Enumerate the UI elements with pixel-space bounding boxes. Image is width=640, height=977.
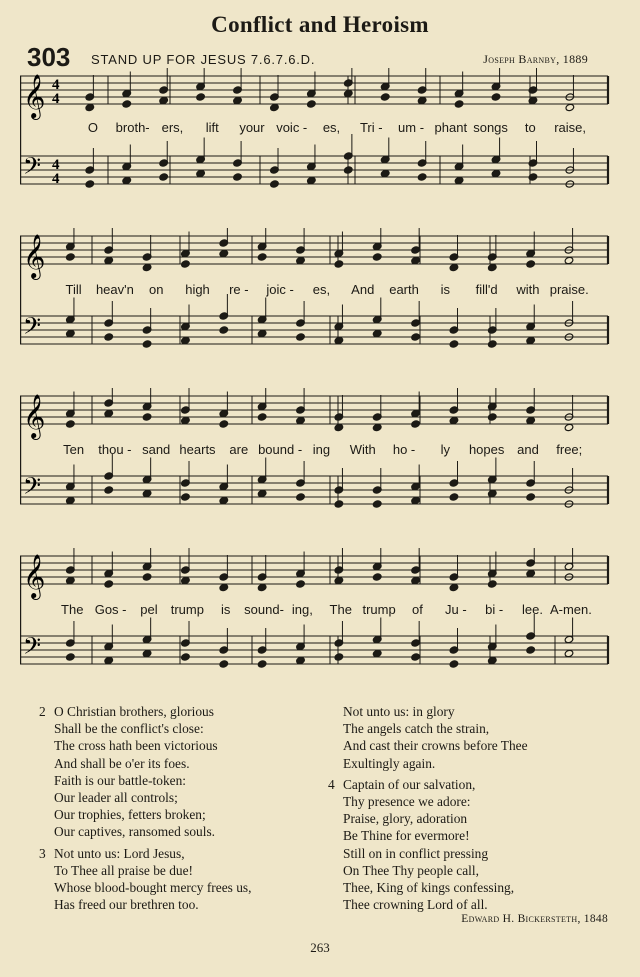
lyric-syllable: thou - xyxy=(98,442,132,457)
note-head xyxy=(219,496,229,504)
note-head xyxy=(142,649,152,657)
note-head xyxy=(372,573,382,581)
note-head xyxy=(233,96,243,104)
note-head xyxy=(334,576,344,584)
verses-right-column xyxy=(328,703,618,917)
note-head xyxy=(526,336,536,344)
note-head xyxy=(372,329,382,337)
note-head xyxy=(449,583,459,591)
verse-line-text: Faith is our battle-token: xyxy=(54,772,187,788)
music-system-2 xyxy=(20,228,612,378)
lyric-syllable: sound- xyxy=(244,602,284,617)
lyric-syllable: um - xyxy=(398,120,425,135)
time-signature: 4 xyxy=(52,77,60,93)
lyric-syllable: with xyxy=(516,282,540,297)
note-head xyxy=(219,660,229,668)
note-head xyxy=(296,416,306,424)
bass-clef-icon: 𝄢 xyxy=(23,472,42,505)
lyric-syllable: high xyxy=(185,282,210,297)
note-head xyxy=(411,576,421,584)
verse-line-text: Still on in conflict pressing xyxy=(343,845,489,861)
verse-line xyxy=(39,896,309,913)
note-head xyxy=(334,336,344,344)
verse-number: 3 xyxy=(39,845,46,861)
note-head xyxy=(411,333,421,341)
note-head xyxy=(181,260,191,268)
note-head xyxy=(372,500,382,508)
verse-line-text: Praise, glory, adoration xyxy=(343,811,468,827)
verse-3 xyxy=(39,845,309,914)
note-head xyxy=(372,649,382,657)
note-head xyxy=(526,493,536,501)
verse-line xyxy=(328,896,618,913)
music-system-1 xyxy=(20,68,612,218)
composer-credit: Joseph Barnby, 1889 xyxy=(483,52,588,66)
verse-line xyxy=(328,810,618,827)
note-head xyxy=(142,340,152,348)
note-head xyxy=(491,93,501,101)
note-head xyxy=(454,176,464,184)
time-signature: 4 xyxy=(52,91,60,107)
verse-line xyxy=(39,806,309,823)
note-head xyxy=(380,169,390,177)
note-head xyxy=(257,489,267,497)
note-head xyxy=(449,416,459,424)
note-head xyxy=(334,423,344,431)
lyric-syllable: raise, xyxy=(554,120,587,135)
lyric-line xyxy=(20,120,612,138)
note-head xyxy=(491,169,501,177)
note-head xyxy=(122,100,132,108)
note-head xyxy=(487,656,497,664)
note-head xyxy=(104,409,114,417)
lyric-syllable: lift xyxy=(205,120,219,135)
note-head xyxy=(564,423,574,431)
verse-line-text: Thee, King of kings confessing, xyxy=(343,879,515,895)
verse-line-text: Thee crowning Lord of all. xyxy=(343,897,488,913)
verse-line-text: O Christian brothers, glorious xyxy=(54,704,214,719)
verse-line xyxy=(39,703,309,720)
note-head xyxy=(181,653,191,661)
page-number: 263 xyxy=(310,940,330,955)
note-head xyxy=(219,420,229,428)
lyric-syllable: lee. xyxy=(522,602,544,617)
note-head xyxy=(411,496,421,504)
lyric-syllable: ers, xyxy=(161,120,184,135)
note-head xyxy=(411,256,421,264)
note-head xyxy=(449,660,459,668)
note-head xyxy=(334,260,344,268)
lyric-syllable: Ju - xyxy=(444,602,467,617)
verse-line-text: And cast their crowns before Thee xyxy=(343,738,528,754)
verse-line xyxy=(328,862,618,879)
verse-number: 4 xyxy=(328,776,335,792)
note-head xyxy=(296,333,306,341)
lyric-syllable: is xyxy=(220,602,231,617)
note-head xyxy=(380,93,390,101)
note-head xyxy=(372,253,382,261)
note-head xyxy=(270,103,280,111)
lyric-syllable: praise. xyxy=(549,282,589,297)
note-head xyxy=(565,103,575,111)
note-head xyxy=(104,256,114,264)
tune-name: STAND UP FOR JESUS 7.6.7.6.D. xyxy=(91,52,316,67)
note-head xyxy=(104,486,114,494)
verse-line xyxy=(39,823,309,840)
note-head xyxy=(343,166,353,174)
note-head xyxy=(122,176,132,184)
verse-line-text: Shall be the conflict's close: xyxy=(54,721,204,737)
verse-line-text: The cross hath been victorious xyxy=(54,738,218,754)
lyric-syllable: The xyxy=(329,602,352,617)
lyric-syllable: Tri - xyxy=(359,120,383,135)
note-head xyxy=(104,333,114,341)
lyric-syllable: ing, xyxy=(291,602,313,617)
lyric-syllable: ly xyxy=(440,442,451,457)
verse-line xyxy=(328,776,618,793)
note-head xyxy=(564,256,574,264)
lyric-syllable: hearts xyxy=(179,442,216,457)
note-head xyxy=(257,253,267,261)
verse-line xyxy=(328,827,618,844)
note-head xyxy=(417,96,427,104)
note-head xyxy=(181,416,191,424)
verse-line-text: Our captives, ransomed souls. xyxy=(54,824,216,840)
verse-line-text: The angels catch the strain, xyxy=(343,721,490,737)
verse-line-text: Thy presence we adore: xyxy=(343,793,471,809)
lyric-syllable: to xyxy=(524,120,536,135)
note-head xyxy=(257,583,267,591)
verse-line-text: To Thee all praise be due! xyxy=(54,862,193,878)
note-head xyxy=(159,96,169,104)
treble-clef-icon: 𝄞 xyxy=(23,554,46,598)
treble-clef-icon: 𝄞 xyxy=(23,74,46,118)
time-signature: 4 xyxy=(52,157,60,173)
verse-line xyxy=(39,755,309,772)
lyric-syllable: Till xyxy=(65,282,82,297)
lyric-syllable: ing xyxy=(312,442,331,457)
note-head xyxy=(411,420,421,428)
lyric-syllable: of xyxy=(412,602,423,617)
lyric-syllable: free; xyxy=(556,442,583,457)
note-head xyxy=(233,173,243,181)
note-head xyxy=(449,493,459,501)
note-head xyxy=(104,656,114,664)
lyric-syllable: your xyxy=(239,120,265,135)
note-head xyxy=(66,253,76,261)
note-head xyxy=(417,173,427,181)
note-head xyxy=(159,173,169,181)
lyric-syllable: joic - xyxy=(266,282,294,297)
verse-line xyxy=(39,879,309,896)
note-head xyxy=(196,169,206,177)
note-head xyxy=(257,329,267,337)
verse-line xyxy=(39,789,309,806)
staff-drawing xyxy=(20,388,612,538)
verse-line-text: Captain of our salvation, xyxy=(343,776,476,792)
note-head xyxy=(296,656,306,664)
bass-clef-icon: 𝄢 xyxy=(23,632,42,665)
note-head xyxy=(142,573,152,581)
verse-line-text: And shall be o'er its foes. xyxy=(54,755,190,771)
note-head xyxy=(104,580,114,588)
lyric-syllable: The xyxy=(61,602,84,617)
verse-line-text: Our trophies, fetters broken; xyxy=(54,807,206,823)
note-head xyxy=(219,583,229,591)
note-head xyxy=(142,413,152,421)
verse-line xyxy=(328,755,618,772)
verse-line-text: On Thee Thy people call, xyxy=(343,862,479,878)
treble-clef-icon: 𝄞 xyxy=(23,234,46,278)
lyric-syllable: voic - xyxy=(276,120,308,135)
lyric-syllable: earth xyxy=(389,282,419,297)
lyric-syllable: heav'n xyxy=(95,282,134,297)
note-head xyxy=(343,89,353,97)
lyric-syllable: re - xyxy=(229,282,249,297)
note-head xyxy=(85,103,95,111)
note-head xyxy=(526,260,536,268)
verse-line xyxy=(328,845,618,862)
staff-drawing xyxy=(20,548,612,698)
note-head xyxy=(411,653,421,661)
lyric-syllable: on xyxy=(148,282,164,297)
note-head xyxy=(296,580,306,588)
note-head xyxy=(66,576,76,584)
note-head xyxy=(307,176,317,184)
verse-line-text: Exultingly again. xyxy=(343,755,436,771)
note-head xyxy=(196,93,206,101)
lyric-syllable: trump xyxy=(170,602,204,617)
note-head xyxy=(487,580,497,588)
lyric-syllable: bound - xyxy=(258,442,303,457)
note-head xyxy=(487,340,497,348)
verse-line xyxy=(39,737,309,754)
lyric-syllable: phant xyxy=(434,120,468,135)
verse-line xyxy=(328,703,618,720)
verse-line xyxy=(39,720,309,737)
note-head xyxy=(181,336,191,344)
lyric-syllable: Ten xyxy=(63,442,85,457)
lyric-syllable: A-men. xyxy=(549,602,592,617)
verse-line xyxy=(328,737,618,754)
lyric-syllable: is xyxy=(440,282,451,297)
note-head xyxy=(449,263,459,271)
note-head xyxy=(454,100,464,108)
note-head xyxy=(526,646,536,654)
verse-line xyxy=(328,793,618,810)
time-signature: 4 xyxy=(52,171,60,187)
verse-line xyxy=(39,862,309,879)
note-head xyxy=(307,100,317,108)
note-head xyxy=(487,263,497,271)
hymn-number: 303 xyxy=(27,42,71,72)
note-head xyxy=(526,569,536,577)
verse-line-text: Our leader all controls; xyxy=(54,789,178,805)
lyric-syllable: songs xyxy=(473,120,508,135)
bass-clef-icon: 𝄢 xyxy=(23,312,42,345)
lyric-syllable: And xyxy=(351,282,375,297)
note-head xyxy=(487,489,497,497)
author-credit: Edward H. Bickersteth, 1848 xyxy=(461,913,608,925)
verse-line xyxy=(328,879,618,896)
note-head xyxy=(564,649,574,657)
lyric-syllable: pel xyxy=(140,602,158,617)
lyric-line xyxy=(20,442,612,460)
verse-line-text: Not unto us: Lord Jesus, xyxy=(54,845,185,861)
verse-4 xyxy=(328,776,618,914)
note-head xyxy=(334,500,344,508)
lyric-syllable: bi - xyxy=(485,602,504,617)
lyric-syllable: hopes xyxy=(468,442,505,457)
verse-line xyxy=(39,772,309,789)
note-head xyxy=(66,653,76,661)
note-head xyxy=(372,423,382,431)
lyric-syllable: sand xyxy=(142,442,171,457)
note-head xyxy=(181,576,191,584)
note-head xyxy=(270,180,280,188)
note-head xyxy=(526,416,536,424)
bass-clef-icon: 𝄢 xyxy=(23,152,42,185)
note-head xyxy=(142,489,152,497)
verse-2 xyxy=(39,703,309,841)
lyric-syllable: es, xyxy=(312,282,331,297)
lyric-syllable: With xyxy=(349,442,376,457)
note-head xyxy=(85,180,95,188)
note-head xyxy=(66,329,76,337)
lyric-syllable: ho - xyxy=(392,442,416,457)
verse-line-text: Be Thine for evermore! xyxy=(343,828,470,844)
note-head xyxy=(449,340,459,348)
note-head xyxy=(334,653,344,661)
note-head xyxy=(66,420,76,428)
lyric-line xyxy=(20,602,612,620)
lyric-syllable: Gos - xyxy=(94,602,127,617)
lyric-syllable: are xyxy=(229,442,249,457)
lyric-syllable: broth- xyxy=(115,120,150,135)
note-head xyxy=(296,493,306,501)
note-head xyxy=(219,249,229,257)
verse-line-text: Whose blood-bought mercy frees us, xyxy=(54,879,252,895)
verse-line-text: Has freed our brethren too. xyxy=(54,897,199,913)
lyric-line xyxy=(20,282,612,300)
note-head xyxy=(219,326,229,334)
verse-3-continued xyxy=(328,703,618,772)
verse-line-text: Not unto us: in glory xyxy=(343,704,455,719)
note-head xyxy=(66,496,76,504)
lyric-syllable: trump xyxy=(362,602,396,617)
note-head xyxy=(257,660,267,668)
lyric-syllable: and xyxy=(517,442,539,457)
lyric-syllable: es, xyxy=(322,120,341,135)
lyric-syllable: fill'd xyxy=(475,282,498,297)
note-head xyxy=(142,263,152,271)
staff-drawing xyxy=(20,228,612,378)
staff-drawing xyxy=(20,68,612,218)
music-system-4 xyxy=(20,548,612,698)
music-system-3 xyxy=(20,388,612,538)
verse-line xyxy=(328,720,618,737)
treble-clef-icon: 𝄞 xyxy=(23,394,46,438)
lyric-syllable: O xyxy=(87,120,98,135)
note-head xyxy=(257,413,267,421)
note-head xyxy=(296,256,306,264)
verse-line xyxy=(39,845,309,862)
note-head xyxy=(181,493,191,501)
note-head xyxy=(487,413,497,421)
section-title: Conflict and Heroism xyxy=(211,12,429,37)
verses-left-column xyxy=(39,703,309,917)
verse-number: 2 xyxy=(39,704,46,719)
